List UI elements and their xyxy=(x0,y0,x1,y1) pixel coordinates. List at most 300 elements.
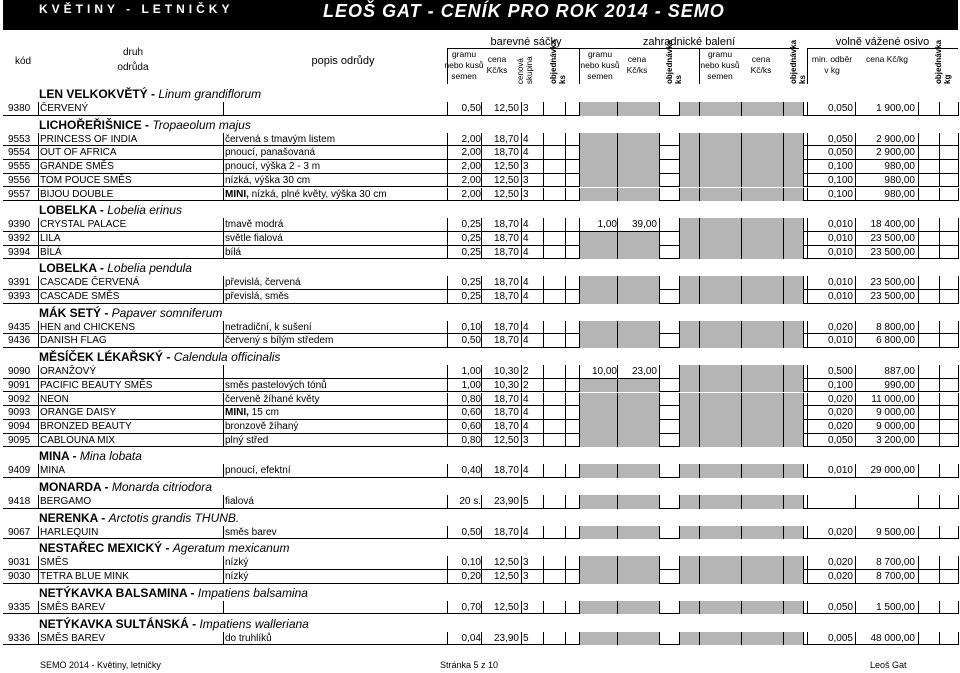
cell-popis-emphasis: MINI, xyxy=(225,407,249,419)
cell-border xyxy=(807,146,808,160)
section-czech-name: LICHOŘEŘIŠNICE - xyxy=(39,117,153,132)
cell-c1: 18,70 xyxy=(493,420,519,432)
cell-border xyxy=(939,464,940,478)
cell-popis xyxy=(225,406,445,420)
cell-border xyxy=(939,365,940,379)
cell-odruda: SMĚS BAREV xyxy=(40,632,106,644)
cell-border xyxy=(543,393,544,407)
cell-odruda: HARLEQUIN xyxy=(40,526,99,538)
cell-g1: 0,20 xyxy=(461,571,481,583)
unavailable-cell xyxy=(741,232,783,246)
order-input-sacky[interactable] xyxy=(543,434,565,448)
order-input-kg[interactable] xyxy=(939,133,958,147)
cell-min: 0,020 xyxy=(827,557,853,569)
cell-border xyxy=(939,393,940,407)
cell-border xyxy=(679,133,680,147)
unavailable-cell xyxy=(699,434,741,448)
cell-border xyxy=(659,526,660,540)
unavailable-cell xyxy=(741,218,783,232)
cell-border xyxy=(918,218,919,232)
section-title xyxy=(39,306,222,320)
cell-border xyxy=(679,188,680,202)
cell-c1: 18,70 xyxy=(493,246,519,258)
cell-border xyxy=(699,495,700,509)
cell-border xyxy=(803,601,804,615)
cell-popis: bronzově žíhaný xyxy=(225,420,299,432)
cell-border xyxy=(617,434,618,448)
unavailable-cell xyxy=(783,495,803,509)
cell-border xyxy=(807,321,808,335)
order-input-sacky[interactable] xyxy=(543,160,565,174)
order-input-kg[interactable] xyxy=(939,174,958,188)
sub-header-objednavka-2: objednávka ks xyxy=(665,39,683,84)
cell-border xyxy=(659,556,660,570)
cell-border xyxy=(699,601,700,615)
order-input-kg[interactable] xyxy=(939,406,958,420)
sub-header-cena-3: cena Kč/ks xyxy=(750,54,772,75)
unavailable-cell xyxy=(783,365,803,379)
order-input-balicky[interactable] xyxy=(659,365,679,379)
cell-popis: bílá xyxy=(225,246,242,258)
order-input-sacky[interactable] xyxy=(543,526,565,540)
order-input-sacky[interactable] xyxy=(543,321,565,335)
order-input-kg[interactable] xyxy=(939,290,958,304)
cell-border xyxy=(958,232,959,246)
order-input-sacky[interactable] xyxy=(543,246,565,260)
group-header-vazene: volně vážené osivo xyxy=(807,36,958,49)
table-row xyxy=(3,174,958,188)
cell-g2: 10,00 xyxy=(591,366,617,378)
unavailable-cell xyxy=(741,334,783,348)
cell-min: 0,100 xyxy=(827,174,853,186)
cell-border xyxy=(481,160,482,174)
unavailable-cell xyxy=(699,102,741,116)
cell-sk: 4 xyxy=(523,291,529,302)
cell-border xyxy=(565,406,566,420)
cell-border xyxy=(543,133,544,147)
unavailable-cell xyxy=(699,379,741,393)
cell-ckg: 887,00 xyxy=(884,366,915,378)
cell-kod: 9336 xyxy=(8,632,31,644)
cell-border xyxy=(958,379,959,393)
cell-border xyxy=(521,601,522,615)
cell-border xyxy=(803,276,804,290)
cell-sk: 4 xyxy=(523,335,529,347)
section-latin-name: Lobelia erinus xyxy=(107,203,182,218)
cell-kod: 9390 xyxy=(8,219,31,231)
cell-border xyxy=(783,526,784,540)
cell-min: 0,050 xyxy=(827,434,853,446)
cell-border xyxy=(521,379,522,393)
cell-border xyxy=(807,218,808,232)
cell-border xyxy=(939,188,940,202)
cell-popis: směs pastelových tónů xyxy=(225,379,327,391)
unavailable-cell xyxy=(783,601,803,615)
cell-border xyxy=(223,290,224,304)
order-input-kg[interactable] xyxy=(939,526,958,540)
cell-c2 xyxy=(621,246,657,260)
cell-border xyxy=(38,434,39,448)
order-input-sacky[interactable] xyxy=(543,464,565,478)
cell-border xyxy=(958,334,959,348)
order-input-kg[interactable] xyxy=(939,632,958,646)
cell-border xyxy=(659,570,660,584)
unavailable-cell xyxy=(783,379,803,393)
cell-popis xyxy=(225,102,445,116)
sub-header-gramu-2: gramu nebo kusů semen xyxy=(580,49,620,81)
cell-border xyxy=(659,495,660,509)
cell-border xyxy=(521,556,522,570)
cell-border xyxy=(699,379,700,393)
section-heading xyxy=(3,584,958,601)
order-input-kg[interactable] xyxy=(939,434,958,448)
cell-border xyxy=(803,133,804,147)
cell-border xyxy=(679,570,680,584)
cell-border xyxy=(543,246,544,260)
cell-ckg: 18 400,00 xyxy=(870,219,915,231)
unavailable-cell xyxy=(783,218,803,232)
unavailable-cell xyxy=(741,174,783,188)
order-input-sacky[interactable] xyxy=(543,601,565,615)
cell-border xyxy=(38,632,39,646)
cell-border xyxy=(741,146,742,160)
table-row xyxy=(3,188,958,202)
table-row xyxy=(3,334,958,348)
cell-border xyxy=(617,379,618,393)
cell-border xyxy=(803,102,804,116)
order-input-sacky[interactable] xyxy=(543,102,565,116)
order-input-sacky[interactable] xyxy=(543,232,565,246)
cell-border xyxy=(617,174,618,188)
cell-g1: 0,25 xyxy=(461,291,481,302)
order-input-kg[interactable] xyxy=(939,146,958,160)
cell-border xyxy=(617,133,618,147)
cell-border xyxy=(223,232,224,246)
cell-border xyxy=(543,601,544,615)
order-input-sacky[interactable] xyxy=(543,334,565,348)
cell-border xyxy=(741,393,742,407)
cell-border xyxy=(659,218,660,232)
cell-sk: 3 xyxy=(523,161,529,173)
cell-border xyxy=(918,393,919,407)
order-input-kg[interactable] xyxy=(939,334,958,348)
cell-ckg: 9 000,00 xyxy=(876,420,915,432)
cell-border xyxy=(223,420,224,434)
cell-kod: 9094 xyxy=(8,420,31,432)
cell-border xyxy=(918,174,919,188)
col-header-odruda: odrůda xyxy=(117,62,149,73)
cell-border xyxy=(939,556,940,570)
cell-popis: nízký xyxy=(225,557,249,569)
cell-border xyxy=(659,133,660,147)
cell-border xyxy=(521,290,522,304)
cell-border xyxy=(679,321,680,335)
sub-header-cenova-skupina: cenová skupina xyxy=(516,56,534,84)
cell-border xyxy=(521,174,522,188)
cell-kod: 9091 xyxy=(8,379,31,391)
cell-border xyxy=(741,379,742,393)
order-input-kg[interactable] xyxy=(939,218,958,232)
order-input-kg[interactable] xyxy=(939,393,958,407)
cell-odruda: BRONZED BEAUTY xyxy=(40,420,132,432)
cell-c1: 12,50 xyxy=(493,161,519,173)
cell-border xyxy=(958,160,959,174)
cell-border xyxy=(223,133,224,147)
cell-popis: netradiční, k sušení xyxy=(225,321,312,333)
table-row xyxy=(3,601,958,615)
order-input-sacky[interactable] xyxy=(543,133,565,147)
order-input-sacky[interactable] xyxy=(543,218,565,232)
cell-c2 xyxy=(621,133,657,147)
cell-border xyxy=(807,160,808,174)
cell-ckg: 8 700,00 xyxy=(876,557,915,569)
sub-header-gramu-1: gramu nebo kusů semen xyxy=(444,49,484,81)
order-input-kg[interactable] xyxy=(939,570,958,584)
section-title xyxy=(39,203,182,217)
order-input-sacky[interactable] xyxy=(543,495,565,509)
cell-border xyxy=(699,570,700,584)
cell-border xyxy=(803,526,804,540)
unavailable-cell xyxy=(679,526,699,540)
order-input-sacky[interactable] xyxy=(543,276,565,290)
unavailable-cell xyxy=(679,379,699,393)
cell-border xyxy=(659,102,660,116)
cell-border xyxy=(807,246,808,260)
cell-border xyxy=(223,434,224,448)
cell-c1: 18,70 xyxy=(493,133,519,145)
cell-border xyxy=(783,570,784,584)
cell-kod: 9380 xyxy=(8,103,31,114)
section-title xyxy=(39,617,309,631)
document-title: LEOŠ GAT - CENÍK PRO ROK 2014 - SEMO xyxy=(323,1,725,21)
cell-border xyxy=(807,379,808,393)
order-input-sacky[interactable] xyxy=(543,365,565,379)
cell-sk: 4 xyxy=(523,420,529,432)
cell-border xyxy=(481,393,482,407)
cell-border xyxy=(481,174,482,188)
order-input-sacky[interactable] xyxy=(543,393,565,407)
order-input-kg[interactable] xyxy=(939,601,958,615)
section-heading xyxy=(3,116,958,133)
cell-g1: 0,25 xyxy=(461,277,481,289)
section-title xyxy=(39,261,192,275)
cell-border xyxy=(939,276,940,290)
cell-border xyxy=(38,420,39,434)
cell-border xyxy=(958,632,959,646)
cell-g1: 0,10 xyxy=(461,321,481,333)
order-input-kg[interactable] xyxy=(939,556,958,570)
cell-border xyxy=(741,406,742,420)
cell-border xyxy=(699,160,700,174)
unavailable-cell xyxy=(783,406,803,420)
order-input-sacky[interactable] xyxy=(543,174,565,188)
order-input-kg[interactable] xyxy=(939,276,958,290)
order-input-kg[interactable] xyxy=(939,102,958,116)
cell-border xyxy=(659,379,660,393)
cell-c1: 12,50 xyxy=(493,103,519,114)
cell-sk: 4 xyxy=(523,321,529,333)
footer-page-number: Stránka 5 z 10 xyxy=(440,660,499,670)
order-input-kg[interactable] xyxy=(939,464,958,478)
cell-border xyxy=(939,218,940,232)
cell-border xyxy=(543,570,544,584)
cell-kod: 9335 xyxy=(8,601,31,613)
cell-c1: 18,70 xyxy=(493,232,519,244)
order-input-sacky[interactable] xyxy=(543,406,565,420)
cell-ckg: 23 500,00 xyxy=(870,291,915,302)
unavailable-cell xyxy=(679,570,699,584)
cell-border xyxy=(803,290,804,304)
cell-sk: 4 xyxy=(523,526,529,538)
section-czech-name: LEN VELKOKVĚTÝ - xyxy=(39,87,159,101)
cell-g2 xyxy=(579,495,617,509)
order-input-kg[interactable] xyxy=(939,321,958,335)
cell-c2 xyxy=(621,570,657,584)
order-input-kg[interactable] xyxy=(939,365,958,379)
cell-border xyxy=(481,379,482,393)
order-input-kg[interactable] xyxy=(939,160,958,174)
order-input-sacky[interactable] xyxy=(543,632,565,646)
cell-border xyxy=(741,570,742,584)
unavailable-cell xyxy=(741,406,783,420)
cell-ckg: 2 900,00 xyxy=(876,147,915,159)
cell-sk: 2 xyxy=(523,366,529,378)
order-input-kg[interactable] xyxy=(939,495,958,509)
cell-g1: 20 s. xyxy=(459,496,481,507)
cell-g1: 0,70 xyxy=(461,601,481,613)
cell-border xyxy=(223,102,224,116)
table-row xyxy=(3,146,958,160)
order-input-sacky[interactable] xyxy=(543,570,565,584)
section-czech-name: LOBELKA - xyxy=(39,261,108,276)
cell-border xyxy=(958,102,959,116)
title-bar xyxy=(3,0,958,30)
cell-border xyxy=(543,420,544,434)
cell-ckg: 48 000,00 xyxy=(870,632,915,644)
cell-g1: 2,00 xyxy=(461,147,481,159)
order-input-kg[interactable] xyxy=(939,188,958,202)
cell-c2 xyxy=(621,160,657,174)
cell-border xyxy=(659,321,660,335)
order-input-kg[interactable] xyxy=(939,420,958,434)
cell-border xyxy=(958,601,959,615)
cell-border xyxy=(38,406,39,420)
order-input-balicky[interactable] xyxy=(659,218,679,232)
order-input-sacky[interactable] xyxy=(543,379,565,393)
order-input-sacky[interactable] xyxy=(543,556,565,570)
cell-border xyxy=(918,102,919,116)
cell-border xyxy=(939,160,940,174)
cell-border xyxy=(783,146,784,160)
unavailable-cell xyxy=(783,232,803,246)
cell-border xyxy=(481,365,482,379)
cell-border xyxy=(918,290,919,304)
section-latin-name: Arctotis grandis THUNB. xyxy=(108,510,240,525)
cell-c1: 18,70 xyxy=(493,526,519,538)
cell-border xyxy=(565,276,566,290)
cell-kod: 9436 xyxy=(8,335,31,347)
cell-border xyxy=(741,276,742,290)
cell-odruda: SMĚS BAREV xyxy=(40,601,106,613)
cell-border xyxy=(38,321,39,335)
unavailable-cell xyxy=(699,334,741,348)
cell-c2 xyxy=(621,102,657,116)
sub-header-cena-1: cena Kč/ks xyxy=(486,54,508,75)
cell-sk: 4 xyxy=(523,465,529,477)
cell-g2 xyxy=(579,276,617,290)
section-czech-name: MONARDA - xyxy=(39,480,112,494)
cell-c2 xyxy=(621,601,657,615)
cell-border xyxy=(521,102,522,116)
order-input-kg[interactable] xyxy=(939,379,958,393)
cell-border xyxy=(939,334,940,348)
cell-g1: 0,50 xyxy=(461,103,481,114)
section-czech-name: MINA - xyxy=(39,449,80,464)
cell-border xyxy=(679,276,680,290)
unavailable-cell xyxy=(783,334,803,348)
cell-border xyxy=(481,495,482,509)
order-input-sacky[interactable] xyxy=(543,146,565,160)
cell-kod: 9393 xyxy=(8,291,31,302)
order-input-sacky[interactable] xyxy=(543,188,565,202)
cell-kod: 9553 xyxy=(8,133,31,145)
cell-g1: 1,00 xyxy=(461,379,481,391)
cell-border xyxy=(958,246,959,260)
cell-border xyxy=(223,601,224,615)
unavailable-cell xyxy=(741,526,783,540)
cell-border xyxy=(565,495,566,509)
cell-border xyxy=(803,464,804,478)
sub-header-objednavka-3: objednávka ks xyxy=(789,39,807,84)
section-title xyxy=(39,449,142,463)
cell-popis xyxy=(225,365,445,379)
cell-c2 xyxy=(621,276,657,290)
order-input-kg[interactable] xyxy=(939,246,958,260)
cell-c1: 10,30 xyxy=(493,366,519,378)
cell-c1: 12,50 xyxy=(493,434,519,446)
cell-border xyxy=(659,434,660,448)
unavailable-cell xyxy=(783,102,803,116)
table-row xyxy=(3,276,958,290)
cell-border xyxy=(223,379,224,393)
cell-sk: 4 xyxy=(523,147,529,159)
cell-border xyxy=(617,276,618,290)
cell-border xyxy=(565,232,566,246)
catalog-brand: KVĚTINY - LETNIČKY xyxy=(39,2,234,16)
order-input-sacky[interactable] xyxy=(543,290,565,304)
cell-kod: 9031 xyxy=(8,557,31,569)
order-input-kg[interactable] xyxy=(939,232,958,246)
cell-g2 xyxy=(579,556,617,570)
cell-border xyxy=(939,321,940,335)
cell-sk: 3 xyxy=(523,103,529,114)
cell-border xyxy=(918,406,919,420)
cell-border xyxy=(521,232,522,246)
cell-border xyxy=(803,420,804,434)
sub-header-cena-kg: cena Kč/kg xyxy=(865,54,909,64)
cell-g2 xyxy=(579,464,617,478)
cell-border xyxy=(783,276,784,290)
cell-border xyxy=(223,570,224,584)
cell-border xyxy=(521,526,522,540)
cell-g2 xyxy=(579,102,617,116)
cell-border xyxy=(481,232,482,246)
unavailable-cell xyxy=(741,276,783,290)
cell-g2 xyxy=(579,321,617,335)
cell-g2: 1,00 xyxy=(597,219,617,231)
unavailable-cell xyxy=(699,365,741,379)
order-input-sacky[interactable] xyxy=(543,420,565,434)
